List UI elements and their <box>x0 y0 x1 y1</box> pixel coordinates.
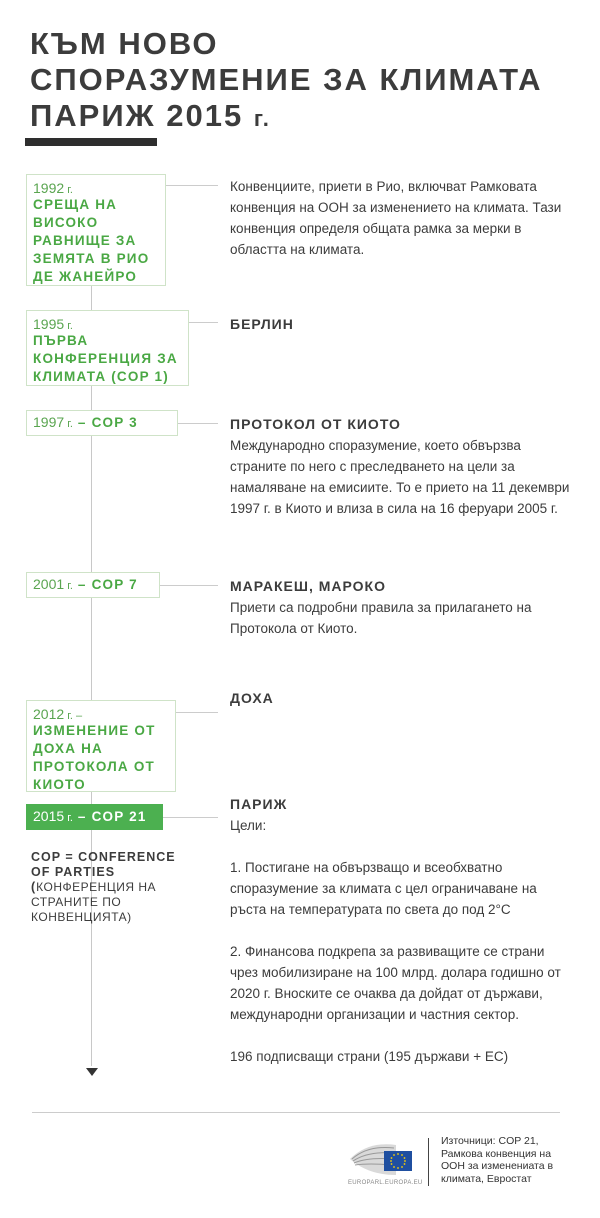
year-suffix: г. <box>64 418 73 430</box>
paragraph-gap <box>230 1025 570 1046</box>
title-line-3-main: ПАРИЖ 2015 <box>30 98 254 133</box>
note-bold: COP = CONFERENCE OF PARTIES <box>31 850 176 879</box>
note-paren: ( <box>31 880 37 894</box>
timeline-box-1992 <box>26 174 166 286</box>
event-text-1997: Международно споразумение, което обвързва страните по него с преследването на цели за намаляване на емисиите. То е прието на 11 декември 1997 г. в Киото и влиза в сила на 16 феруари 2005 г. <box>230 438 570 516</box>
timeline-box-2012 <box>26 700 176 792</box>
timeline-year <box>33 576 73 592</box>
paragraph-gap <box>230 836 570 857</box>
footer-divider-line <box>32 1112 560 1113</box>
timeline-box-1997 <box>26 410 178 436</box>
connector-1997 <box>178 423 218 424</box>
event-title-2012: ДОХА <box>230 690 274 706</box>
timeline-label: ПЪРВА КОНФЕРЕНЦИЯ ЗА КЛИМАТА (COP 1) <box>33 333 178 384</box>
timeline-label: ИЗМЕНЕНИЕ ОТ ДОХА НА ПРОТОКОЛА ОТ КИОТО <box>33 723 156 792</box>
event-goal-2: 2. Финансова подкрепа за развиващите се страни чрез мобилизиране на 100 млрд. долара годишно от 2020 г. Вноските се очаква да дойдат от държави, международни организации и частния сектор. <box>230 944 561 1022</box>
year-suffix: г. <box>64 320 73 332</box>
event-text-2015 <box>230 815 570 1067</box>
event-title-2001: МАРАКЕШ, МАРОКО <box>230 578 386 594</box>
timeline-year <box>33 414 73 430</box>
timeline-year <box>33 180 159 196</box>
timeline-box-2001 <box>26 572 160 598</box>
title-line-3 <box>30 98 271 134</box>
year-number: 1992 <box>33 180 65 196</box>
event-goals-label: Цели: <box>230 818 267 833</box>
timeline-label: – COP 7 <box>72 577 138 592</box>
year-suffix: г. – <box>64 710 83 722</box>
timeline-year <box>33 706 169 722</box>
title-line-3-small: г. <box>253 106 271 131</box>
year-number: 2001 <box>33 576 65 592</box>
timeline-spine <box>91 286 92 1066</box>
connector-2012 <box>176 712 218 713</box>
event-title-1995: БЕРЛИН <box>230 316 294 332</box>
event-goal-1: 1. Постигане на обвързващо и всеобхватно споразумение за климата с цел ограничаване на ръста на температурата по света до под 2°C <box>230 860 537 917</box>
timeline-year <box>33 808 73 824</box>
year-suffix: г. <box>64 184 73 196</box>
connector-2001 <box>160 585 218 586</box>
connector-1995 <box>189 322 218 323</box>
event-title-1997: ПРОТОКОЛ ОТ КИОТО <box>230 416 401 432</box>
year-suffix: г. <box>64 580 73 592</box>
logo-caption: EUROPARL.EUROPA.EU <box>348 1180 423 1186</box>
timeline-label: – COP 3 <box>72 415 138 430</box>
connector-1992 <box>166 185 218 186</box>
event-signatories: 196 подписващи страни (195 държави + ЕС) <box>230 1049 509 1064</box>
footer-vertical-divider <box>428 1138 429 1186</box>
event-title-2015: ПАРИЖ <box>230 796 288 812</box>
sources-text: Източници: COP 21, Рамкова конвенция на ООН за изменениата в климата, Евростат <box>441 1135 554 1185</box>
year-number: 1995 <box>33 316 65 332</box>
timeline-arrow-icon <box>86 1068 98 1076</box>
european-parliament-logo <box>348 1135 418 1183</box>
timeline-box-1995 <box>26 310 189 386</box>
cop-definition-note <box>31 850 181 925</box>
timeline-label: СРЕЩА НА ВИСОКО РАВНИЩЕ ЗА ЗЕМЯТА В РИО ДЕ ЖАНЕЙРО <box>33 197 150 284</box>
connector-2015 <box>163 817 218 818</box>
year-number: 1997 <box>33 414 65 430</box>
paragraph-gap <box>230 920 570 941</box>
year-number: 2012 <box>33 706 65 722</box>
title-underline <box>25 138 157 146</box>
year-suffix: г. <box>64 812 73 824</box>
timeline-box-2015 <box>26 804 163 830</box>
title-line-1: КЪМ НОВО <box>30 26 219 61</box>
note-rest: КОНФЕРЕНЦИЯ НА СТРАНИТЕ ПО КОНВЕНЦИЯТА) <box>31 880 156 924</box>
title-line-2: СПОРАЗУМЕНИЕ ЗА КЛИМАТА <box>30 62 543 97</box>
timeline-label: – COP 21 <box>72 809 147 824</box>
year-number: 2015 <box>33 808 65 824</box>
event-text-1992: Конвенциите, приети в Рио, включват Рамковата конвенция на ООН за изменението на климата. Тази конвенция определя общата рамка за мерки в областта на климата. <box>230 179 562 257</box>
event-text-2001: Приети са подробни правила за прилагането на Протокола от Киото. <box>230 600 532 636</box>
timeline-year <box>33 316 182 332</box>
